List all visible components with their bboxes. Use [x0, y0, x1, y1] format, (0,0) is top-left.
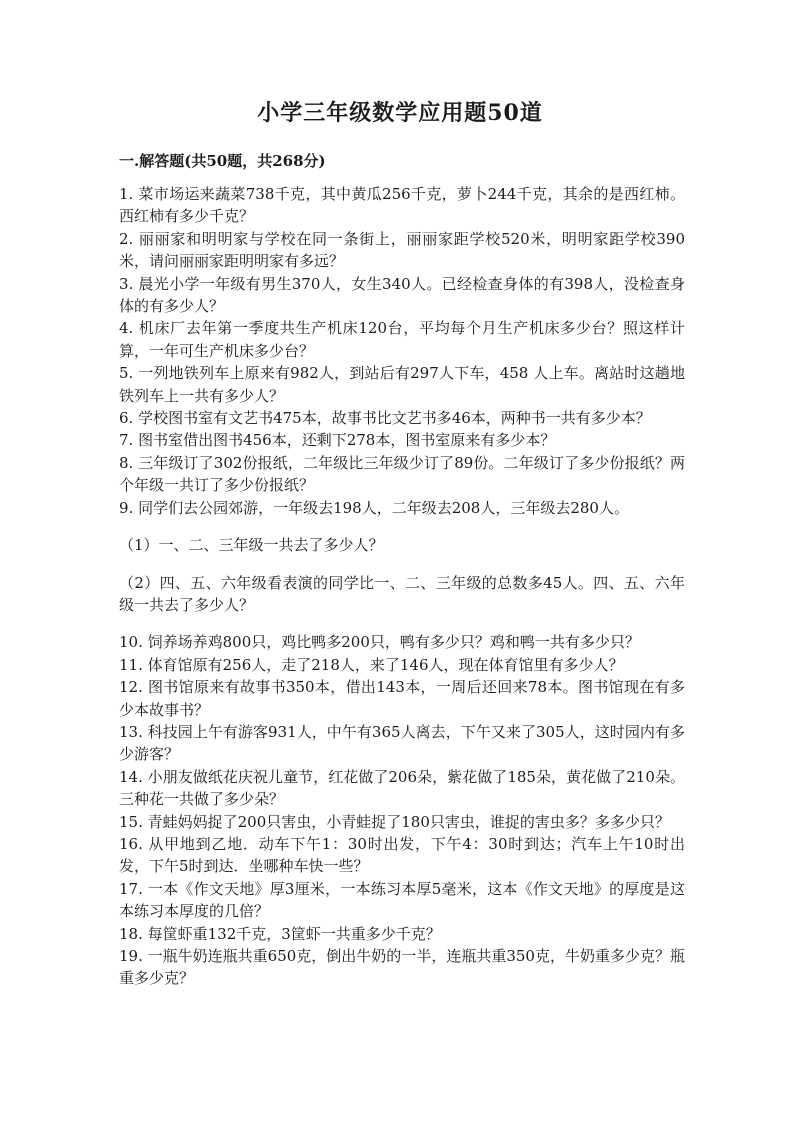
- sub-question-9-1: （1）一、二、三年级一共去了多少人？: [119, 536, 384, 555]
- spacer: [119, 557, 685, 572]
- section-heading: 一.解答题(共50题，共268分): [119, 152, 326, 170]
- question-7: 7. 图书室借出图书456本，还剩下278本，图书室原来有多少本？: [119, 431, 556, 450]
- question-18: 18. 每筐虾重132千克，3筐虾一共重多少千克？: [119, 924, 441, 943]
- question-15: 15. 青蛙妈妈捉了200只害虫，小青蛙捉了180只害虫，谁捉的害虫多？多多少只？: [119, 812, 670, 831]
- question-2: 2. 丽丽家和明明家与学校在同一条街上，丽丽家距学校520米，明明家距学校390米，请问丽丽家距明明家有多远？: [119, 229, 685, 271]
- question-11: 11. 体育馆原有256人，走了218人，来了146人，现在体育馆里有多少人？: [119, 655, 624, 674]
- question-13: 13. 科技园上午有游客931人，中午有365人离去，下午又来了305人，这时园内有多少游客？: [119, 722, 685, 764]
- document-title: 小学三年级数学应用题50道: [257, 100, 543, 126]
- question-12: 12. 图书馆原来有故事书350本，借出143本，一周后还回来78本。图书馆现在有多少本故事书？: [119, 678, 685, 719]
- question-10: 10. 饲养场养鸡800只，鸡比鸭多200只，鸭有多少只？鸡和鸭一共有多少只？: [119, 633, 640, 652]
- question-1: 1. 菜市场运来蔬菜738千克，其中黄瓜256千克，萝卜244千克，其余的是西红柿。西红柿有多少千克？: [119, 185, 685, 226]
- question-17: 17. 一本《作文天地》厚3厘米，一本练习本厚5毫米，这本《作文天地》的厚度是这本练习本厚度的几倍？: [119, 879, 685, 921]
- question-19: 19. 一瓶牛奶连瓶共重650克，倒出牛奶的一半，连瓶共重350克，牛奶重多少克？瓶重多少克？: [119, 947, 685, 988]
- sub-question-9-2: （2）四、五、六年级看表演的同学比一、二、三年级的总数多45人。四、五、六年级一共去了多少人？: [119, 573, 685, 614]
- question-9: 9. 同学们去公园郊游，一年级去198人，二年级去208人，三年级去280人。: [119, 498, 629, 517]
- question-14: 14. 小朋友做纸花庆祝儿童节，红花做了206朵，紫花做了185朵，黄花做了210朵。三种花一共做了多少朵？: [119, 767, 685, 809]
- question-4: 4. 机床厂去年第一季度共生产机床120台，平均每个月生产机床多少台？照这样计算，一年可生产机床多少台？: [119, 319, 685, 360]
- questions-body: [119, 183, 685, 990]
- spacer: [119, 616, 685, 631]
- question-3: 3. 晨光小学一年级有男生370人，女生340人。已经检查身体的有398人，没检查身体的有多少人？: [119, 274, 685, 316]
- question-5: 5. 一列地铁列车上原来有982人，到站后有297人下车，458 人上车。离站时这趟地铁列车上一共有多少人？: [119, 364, 685, 405]
- spacer: [119, 519, 685, 534]
- question-8: 8. 三年级订了302份报纸，二年级比三年级少订了89份。二年级订了多少份报纸？两个年级一共订了多少份报纸？: [119, 453, 685, 495]
- question-16: 16. 从甲地到乙地．动车下午1：30时出发，下午4：30时到达；汽车上午10时出发，下午5时到达．坐哪种车快一些？: [119, 834, 685, 876]
- question-6: 6. 学校图书室有文艺书475本，故事书比文艺书多46本，两种书一共有多少本？: [119, 409, 651, 428]
